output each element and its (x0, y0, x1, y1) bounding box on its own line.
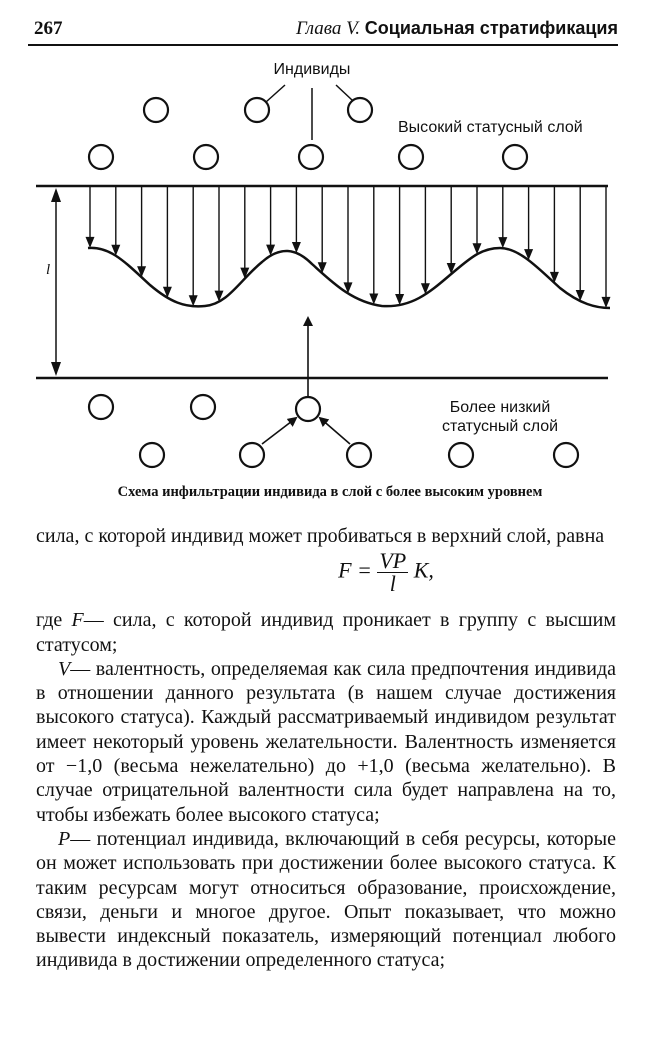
definition-p: — потенциал индивида, включающий в себя ресурсы, которые он может использовать при достижении более высокого статуса. К таким ресурсам могут относиться образование, происхождение, связи, деньги и многое другое. Опыт показывает, что можно вывести индексный показатель, измеряющий потенциал любого индивида в достижении определенного статуса; (36, 827, 616, 972)
formula-right: K, (413, 557, 434, 583)
paragraph-intro: сила, с которой индивид может пробиваться в верхний слой, равна (36, 525, 605, 547)
pressure-arrow-head (86, 237, 95, 248)
definition-f: — сила, с которой индивид проникает в группу с высшим статусом; (36, 609, 616, 656)
label-lower-layer-1: Более низкий (449, 399, 551, 416)
formula-left: F = (338, 557, 372, 583)
running-head (296, 18, 618, 40)
formula (156, 550, 616, 598)
individual-circle (299, 145, 323, 169)
var-p: P (58, 827, 71, 850)
converging-arrow (320, 418, 350, 444)
var-f: F (71, 609, 84, 632)
individual-circle (89, 145, 113, 169)
converging-arrow (262, 418, 296, 444)
paragraph-v (36, 657, 616, 827)
individual-circle (554, 443, 578, 467)
label-individuals: Индивиды (273, 61, 351, 78)
individual-circle (245, 98, 269, 122)
body-text (36, 524, 616, 973)
paragraph-p (36, 827, 616, 973)
formula-numerator: VP (379, 548, 407, 574)
pointer-line (266, 85, 285, 102)
individual-circle (140, 443, 164, 467)
individual-circle (348, 98, 372, 122)
individual-circle (399, 145, 423, 169)
pressure-arrow-head (189, 295, 198, 306)
chapter-title: Социальная стратификация (364, 18, 618, 38)
infiltration-diagram (0, 50, 660, 480)
individual-circle (89, 395, 113, 419)
paragraph-f (36, 608, 616, 657)
formula-fraction (377, 550, 408, 595)
page-number: 267 (34, 18, 63, 39)
label-high-layer: Высокий статусный слой (398, 119, 583, 136)
formula-denominator: l (389, 571, 396, 597)
page-header (28, 14, 618, 46)
label-lower-layer-2: статусный слой (441, 418, 559, 435)
individual-circle-infiltrating (296, 397, 320, 421)
definition-v: — валентность, определяемая как сила предпочтения индивида в отношении данного результата (в нашем случае достижения высокого статуса). Каждый рассматриваемый индивидом результат имеет некоторый уровень желательности. Валентность изменяется от −1,0 (весьма нежелательно) до +1,0 (весьма желательно). В случае отрицательной валентности сила будет направлена на то, чтобы избежать более высокого статуса; (36, 657, 616, 826)
where-word: где (36, 609, 63, 632)
var-v: V (58, 657, 71, 680)
label-distance: l (46, 262, 51, 278)
pressure-arrow-head (498, 237, 507, 248)
pressure-arrow-head (602, 297, 611, 308)
boundary-wave-curve (88, 248, 610, 308)
distance-arrow-head-top (51, 188, 61, 202)
distance-arrow-head-bottom (51, 362, 61, 376)
individual-circle (347, 443, 371, 467)
chapter-label: Глава V. (295, 18, 361, 39)
pointer-line (336, 85, 352, 100)
individual-circle (191, 395, 215, 419)
individual-circle (503, 145, 527, 169)
individual-circle (194, 145, 218, 169)
individual-circle (449, 443, 473, 467)
individual-circle (240, 443, 264, 467)
pressure-arrows (86, 187, 611, 308)
figure-caption: Схема инфильтрации индивида в слой с более высоким уровнем (117, 484, 543, 500)
individual-circle (144, 98, 168, 122)
